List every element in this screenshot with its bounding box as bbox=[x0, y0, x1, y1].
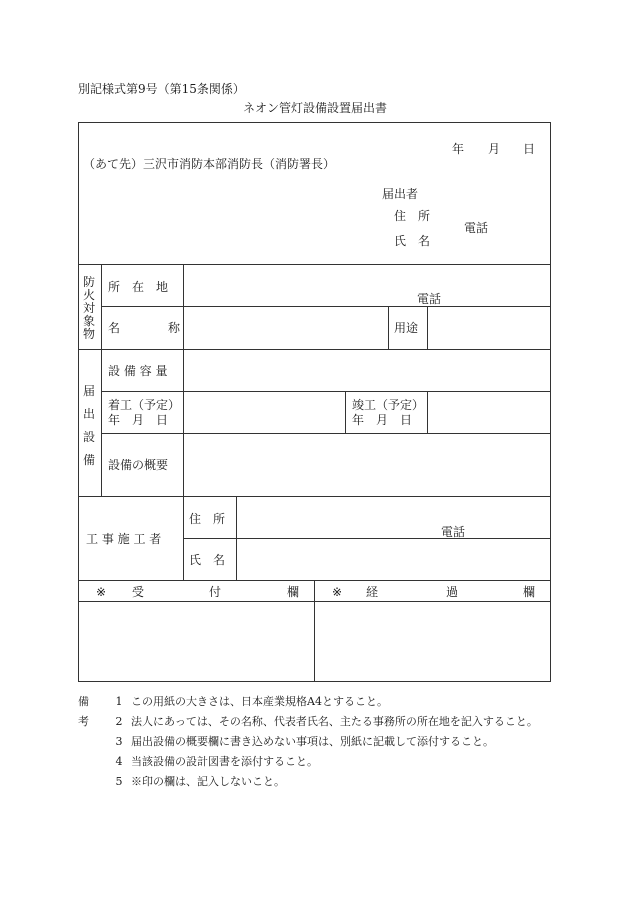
divider bbox=[314, 580, 315, 682]
divider bbox=[183, 538, 551, 539]
capacity-label: 設 備 容 量 bbox=[108, 364, 168, 378]
contractor-address-label: 住 所 bbox=[189, 512, 226, 526]
divider bbox=[78, 349, 551, 350]
contractor-phone-label: 電話 bbox=[441, 525, 466, 539]
start-date-label: 年 月 日 bbox=[108, 413, 169, 427]
divider bbox=[236, 496, 237, 580]
note-text: この用紙の大きさは、日本産業規格A4とすること。 bbox=[131, 695, 388, 708]
divider bbox=[101, 306, 551, 307]
equipment-group-label: 届 出 設 備 bbox=[82, 384, 95, 467]
date-month: 月 bbox=[488, 142, 501, 156]
form-number: 別記様式第9号（第15条関係） bbox=[78, 82, 245, 96]
note-text: 当該設備の設計図書を添付すること。 bbox=[131, 755, 318, 768]
note-text: ※印の欄は、記入しないこと。 bbox=[131, 775, 285, 788]
recipient: （あて先）三沢市消防本部消防長（消防署長） bbox=[83, 157, 336, 171]
location-phone-label: 電話 bbox=[417, 292, 442, 306]
reception-char: 受 bbox=[132, 585, 145, 599]
divider bbox=[78, 496, 551, 497]
fire-target-group-label: 防 火 対 象 物 bbox=[82, 275, 95, 341]
divider bbox=[101, 433, 551, 434]
location-label: 所 在 地 bbox=[108, 280, 169, 294]
note-number: 3 bbox=[115, 735, 123, 748]
progress-char: 経 bbox=[366, 585, 379, 599]
divider bbox=[427, 306, 428, 349]
overview-label: 設備の概要 bbox=[108, 458, 169, 472]
progress-char: 過 bbox=[446, 585, 459, 599]
form-title: ネオン管灯設備設置届出書 bbox=[242, 101, 387, 115]
divider bbox=[183, 264, 184, 580]
submitter-name-label: 氏 名 bbox=[394, 234, 431, 248]
submitter-phone-label: 電話 bbox=[464, 221, 489, 235]
start-label: 着工（予定） bbox=[108, 398, 181, 412]
date-day: 日 bbox=[523, 142, 536, 156]
divider bbox=[345, 391, 346, 433]
divider bbox=[101, 264, 102, 496]
progress-char: 欄 bbox=[523, 585, 536, 599]
name-label: 名 称 bbox=[108, 321, 181, 335]
date-year: 年 bbox=[452, 142, 465, 156]
submitter-address-label: 住 所 bbox=[394, 209, 431, 223]
use-label: 用途 bbox=[394, 321, 419, 335]
divider bbox=[78, 264, 551, 265]
divider bbox=[101, 391, 551, 392]
note-number: 1 bbox=[115, 695, 123, 708]
notes-heading: 備考 bbox=[78, 695, 89, 728]
note-number: 2 bbox=[115, 715, 123, 728]
contractor-label: 工 事 施 工 者 bbox=[86, 532, 162, 546]
reception-mark: ※ bbox=[96, 585, 107, 599]
divider bbox=[427, 391, 428, 433]
note-text: 届出設備の概要欄に書き込めない事項は、別紙に記載して添付すること。 bbox=[131, 735, 494, 748]
submitter-label: 届出者 bbox=[382, 187, 419, 201]
note-text: 法人にあっては、その名称、代表者氏名、主たる事務所の所在地を記入すること。 bbox=[131, 715, 538, 728]
complete-date-label: 年 月 日 bbox=[352, 413, 413, 427]
reception-char: 付 bbox=[209, 585, 222, 599]
note-number: 5 bbox=[115, 775, 123, 788]
complete-label: 竣工（予定） bbox=[352, 398, 425, 412]
divider bbox=[388, 306, 389, 349]
reception-char: 欄 bbox=[287, 585, 300, 599]
note-number: 4 bbox=[115, 755, 123, 768]
contractor-name-label: 氏 名 bbox=[189, 553, 226, 567]
progress-mark: ※ bbox=[332, 585, 343, 599]
